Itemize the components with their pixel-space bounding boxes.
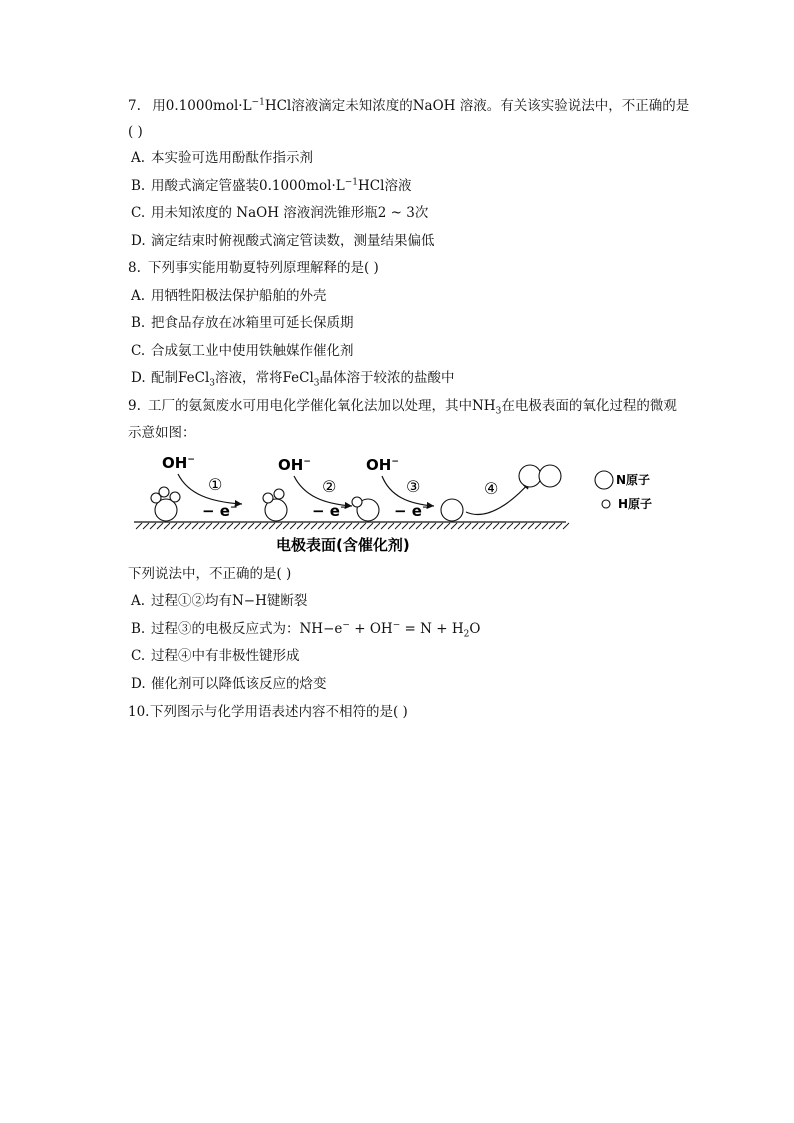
hatch-line	[248, 523, 254, 529]
hatch-line	[444, 523, 450, 529]
hatch-line	[164, 523, 170, 529]
q8-option-a: A. 用牺牲阳极法保护船舶的外壳	[131, 288, 327, 304]
hatch-line	[549, 523, 555, 529]
hatch-line	[192, 523, 198, 529]
step-label-1: ①	[208, 475, 223, 494]
hatch-line	[542, 523, 548, 529]
hatch-line	[388, 523, 394, 529]
hatch-line	[262, 523, 268, 529]
step-label-4: ④	[484, 479, 499, 498]
hatch-line	[367, 523, 373, 529]
hatch-line	[451, 523, 457, 529]
q10-stem: 10.下列图示与化学用语表述内容不相符的是( )	[128, 704, 408, 720]
hatch-line	[514, 523, 520, 529]
hatch-line	[395, 523, 401, 529]
legend-h-label: H原子	[618, 497, 653, 511]
legend-n-symbol	[595, 471, 613, 489]
hatch-line	[493, 523, 499, 529]
hatch-line	[297, 523, 303, 529]
q8-option-b: B. 把食品存放在冰箱里可延长保质期	[131, 315, 354, 331]
hatch-line	[304, 523, 310, 529]
diagram-caption: 电极表面(含催化剂)	[276, 536, 410, 554]
hatch-line	[521, 523, 527, 529]
hatch-line	[276, 523, 282, 529]
hatch-line	[311, 523, 317, 529]
hatch-line	[360, 523, 366, 529]
q9-number: 9.	[128, 398, 141, 414]
hatch-line	[500, 523, 506, 529]
hatch-line	[479, 523, 485, 529]
hatch-line	[528, 523, 534, 529]
hatch-line	[136, 523, 142, 529]
q7-paren: ( )	[128, 124, 143, 140]
hatch-line	[507, 523, 513, 529]
nh3-molecule	[151, 487, 180, 521]
hatch-line	[171, 523, 177, 529]
hatch-line	[220, 523, 226, 529]
electron-label-2: − e−	[312, 502, 348, 520]
q9-sub-stem: 下列说法中，不正确的是( )	[128, 566, 292, 582]
hatch-line	[423, 523, 429, 529]
hatch-line	[430, 523, 436, 529]
hatch-line	[465, 523, 471, 529]
hatch-line	[227, 523, 233, 529]
electron-label-3: − e−	[394, 502, 430, 520]
hatch-line	[374, 523, 380, 529]
hatch-line	[241, 523, 247, 529]
hatch-line	[381, 523, 387, 529]
hatch-line	[255, 523, 261, 529]
hatch-line	[409, 523, 415, 529]
electrode-hatching	[136, 523, 569, 529]
electron-label-1: − e−	[202, 502, 238, 520]
oh-label-3: OH−	[366, 456, 399, 474]
q7-stem: 7. 用$0.1000mol\cdot L^{-1}HCl$溶液滴定未知浓度的NaOH 溶液。有关该实验说法中，不正确的是	[128, 97, 690, 114]
hatch-line	[563, 523, 569, 529]
q7-option-b: B. 用酸式滴定管盛装$0.1000mol\cdot L^{-1}HCl$溶液	[131, 177, 412, 194]
hatch-line	[535, 523, 541, 529]
step-label-2: ②	[322, 477, 337, 496]
hatch-line	[458, 523, 464, 529]
electrode-oxidation-diagram	[126, 446, 686, 558]
hatch-line	[346, 523, 352, 529]
q8-number: 8.	[128, 260, 141, 276]
q9-option-d: D. 催化剂可以降低该反应的焓变	[131, 676, 327, 692]
hatch-line	[213, 523, 219, 529]
hatch-line	[143, 523, 149, 529]
nh-molecule	[352, 497, 379, 521]
n-atom	[441, 499, 463, 521]
hatch-line	[325, 523, 331, 529]
hatch-line	[332, 523, 338, 529]
nh2-molecule	[263, 489, 287, 521]
q9-stem-line2: 示意如图：	[128, 425, 196, 441]
q9-stem: 9. 工厂的氨氮废水可用电化学催化氧化法加以处理，其中$NH_3$在电极表面的氧化过程的微观	[128, 398, 677, 417]
hatch-line	[486, 523, 492, 529]
q10-number: 10.	[128, 704, 150, 720]
hatch-line	[353, 523, 359, 529]
hatch-line	[157, 523, 163, 529]
hatch-line	[185, 523, 191, 529]
hatch-line	[472, 523, 478, 529]
q8-stem: 8. 下列事实能用勒夏特列原理解释的是( )	[128, 260, 379, 276]
q7-number: 7.	[128, 98, 141, 114]
n2-molecule	[519, 465, 561, 487]
hatch-line	[234, 523, 240, 529]
q7-option-c: C. 用未知浓度的 NaOH 溶液润洗锥形瓶2 ~ 3次	[131, 205, 429, 221]
hatch-line	[178, 523, 184, 529]
hatch-line	[318, 523, 324, 529]
hatch-line	[437, 523, 443, 529]
legend-n-label: N原子	[616, 473, 651, 487]
hatch-line	[283, 523, 289, 529]
hatch-line	[416, 523, 422, 529]
hatch-line	[556, 523, 562, 529]
oh-label-1: OH−	[162, 454, 195, 472]
q8-option-c: C. 合成氨工业中使用铁触媒作催化剂	[131, 343, 354, 359]
hatch-line	[402, 523, 408, 529]
step-label-3: ③	[406, 477, 421, 496]
hatch-line	[339, 523, 345, 529]
q9-option-c: C. 过程④中有非极性键形成	[131, 648, 300, 664]
hatch-line	[206, 523, 212, 529]
q8-option-d: D. 配制FeCl$_3$溶液，常将FeCl$_3$晶体溶于较浓的盐酸中	[131, 370, 455, 389]
q9-option-a: A. 过程①②均有N−H键断裂	[131, 593, 308, 609]
hatch-line	[150, 523, 156, 529]
q7-option-d: D. 滴定结束时俯视酸式滴定管读数，测量结果偏低	[131, 233, 435, 249]
hatch-line	[199, 523, 205, 529]
legend-h-symbol	[602, 500, 610, 508]
hatch-line	[269, 523, 275, 529]
oh-label-2: OH−	[278, 456, 311, 474]
hatch-line	[290, 523, 296, 529]
q9-option-b: B. 过程③的电极反应式为：$NH-e^- + OH^- = N + H_2O$	[131, 620, 481, 640]
q7-option-a: A. 本实验可选用酚酞作指示剂	[131, 150, 313, 166]
